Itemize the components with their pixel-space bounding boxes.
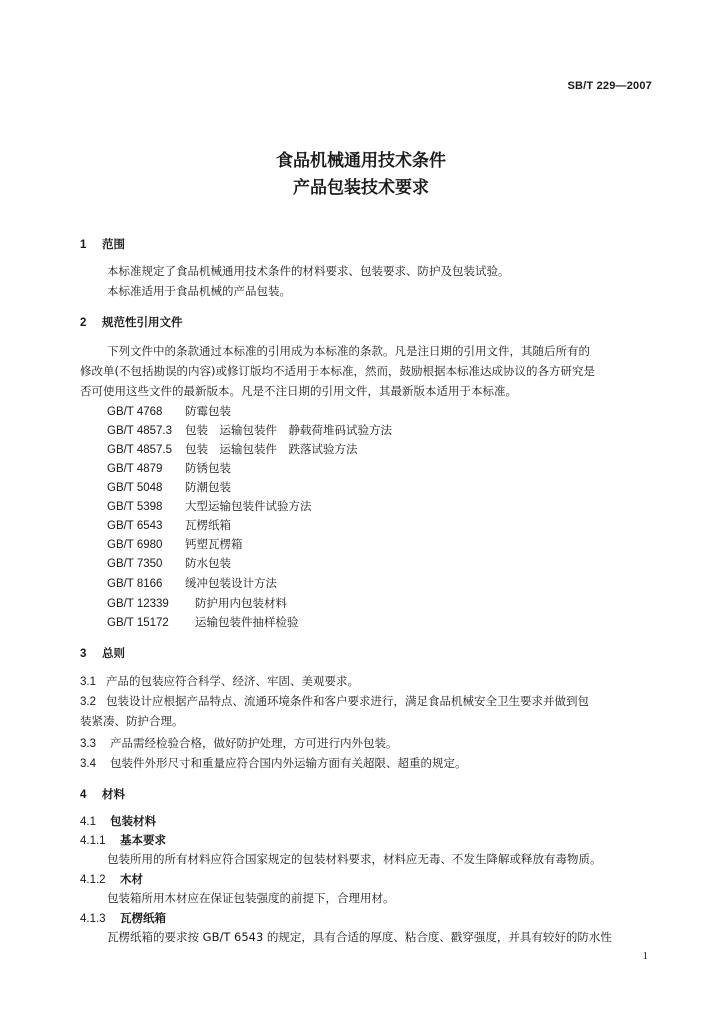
section-number: 4 (80, 789, 87, 801)
reference-item (107, 555, 231, 572)
reference-item (107, 517, 231, 534)
subsection-heading (80, 832, 166, 848)
clause-text: 包装设计应根据产品特点、流通环境条件和客户要求进行，满足食品机械安全卫生要求并做到包 (106, 694, 589, 708)
paragraph: 否可使用这些文件的最新版本。凡是不注日期的引用文件，其最新版本适用于本标准。 (80, 384, 517, 398)
reference-title: 缓冲包装设计方法 (185, 576, 277, 590)
section-title: 材料 (102, 787, 125, 801)
document-title-line1: 食品机械通用技术条件 (276, 151, 446, 171)
reference-code: GB/T 5398 (107, 501, 163, 513)
reference-code: GB/T 4857.5 (107, 444, 172, 456)
reference-item (107, 441, 358, 458)
paragraph: 瓦楞纸箱的要求按 GB/T 6543 的规定，具有合适的厚度、粘合度、戳穿强度，并具有较好的防水性 (107, 930, 612, 944)
reference-item (107, 422, 392, 439)
reference-title: 钙塑瓦楞箱 (185, 537, 243, 551)
section-4-heading (80, 786, 125, 802)
paragraph: 包装所用的所有材料应符合国家规定的包装材料要求，材料应无毒、不发生降解或释放有毒物质。 (107, 852, 602, 866)
section-title: 规范性引用文件 (102, 315, 183, 329)
section-number: 2 (80, 317, 87, 329)
page-number: 1 (642, 950, 648, 962)
subsection-number: 4.1.3 (80, 913, 106, 925)
paragraph: 本标准适用于食品机械的产品包装。 (107, 284, 291, 298)
reference-item (107, 460, 231, 477)
reference-title: 防水包装 (185, 556, 231, 570)
reference-code: GB/T 4879 (107, 463, 163, 475)
reference-item (107, 479, 231, 496)
section-number: 3 (80, 648, 87, 660)
reference-item (107, 595, 287, 612)
reference-code: GB/T 7350 (107, 558, 163, 570)
subsection-number: 4.1.1 (80, 835, 106, 847)
reference-title: 瓦楞纸箱 (185, 518, 231, 532)
section-2-heading (80, 314, 183, 330)
clause-continuation: 装紧凑、防护合理。 (80, 714, 184, 728)
section-title: 范围 (102, 237, 125, 251)
reference-code: GB/T 4857.3 (107, 425, 172, 437)
reference-title: 防护用内包装材料 (195, 596, 287, 610)
reference-item (107, 614, 299, 631)
reference-title: 包装 运输包装件 跌落试验方法 (185, 442, 358, 456)
clause-number: 3.1 (80, 676, 96, 688)
reference-title: 大型运输包装件试验方法 (185, 499, 312, 513)
clause-number: 3.2 (80, 696, 96, 708)
document-title-line2: 产品包装技术要求 (293, 178, 429, 198)
reference-code: GB/T 6543 (107, 520, 163, 532)
section-number: 1 (80, 239, 87, 251)
subsection-number: 4.1.2 (80, 874, 106, 886)
subsection-heading (80, 813, 156, 829)
reference-title: 防锈包装 (185, 461, 231, 475)
reference-item (107, 498, 312, 515)
subsection-heading (80, 910, 166, 926)
reference-code: GB/T 5048 (107, 482, 163, 494)
reference-code: GB/T 4768 (107, 406, 163, 418)
section-title: 总则 (102, 646, 125, 660)
paragraph: 修改单(不包括勘误的内容)或修订版均不适用于本标准，然而，鼓励根据本标准达成协议的各方研究是 (80, 364, 595, 378)
paragraph: 包装箱所用木材应在保证包装强度的前提下，合理用材。 (107, 891, 395, 905)
clause-number: 3.4 (80, 758, 96, 770)
reference-title: 包装 运输包装件 静载荷堆码试验方法 (185, 423, 392, 437)
section-1-heading (80, 236, 125, 252)
reference-item (107, 536, 243, 553)
standard-code: SB/T 229—2007 (567, 80, 652, 92)
clause-text: 产品的包装应符合科学、经济、牢固、美观要求。 (106, 674, 359, 688)
clause (80, 735, 398, 752)
subsection-title: 瓦楞纸箱 (120, 911, 166, 925)
reference-code: GB/T 8166 (107, 578, 163, 590)
reference-code: GB/T 12339 (107, 598, 169, 610)
clause-text: 产品需经检验合格，做好防护处理，方可进行内外包装。 (110, 736, 398, 750)
subsection-heading (80, 871, 143, 887)
clause-text: 包装件外形尺寸和重量应符合国内外运输方面有关超限、超重的规定。 (110, 756, 467, 770)
subsection-title: 基本要求 (120, 833, 166, 847)
reference-code: GB/T 15172 (107, 617, 169, 629)
paragraph: 下列文件中的条款通过本标准的引用成为本标准的条款。凡是注日期的引用文件，其随后所有的 (107, 344, 590, 358)
subsection-title: 包装材料 (110, 814, 156, 828)
reference-title: 防潮包装 (185, 480, 231, 494)
reference-title: 运输包装件抽样检验 (195, 615, 299, 629)
subsection-title: 木材 (120, 872, 143, 886)
clause (80, 673, 359, 690)
reference-item (107, 403, 231, 420)
paragraph: 本标准规定了食品机械通用技术条件的材料要求、包装要求、防护及包装试验。 (107, 264, 510, 278)
clause-number: 3.3 (80, 738, 96, 750)
subsection-number: 4.1 (80, 816, 96, 828)
section-3-heading (80, 645, 125, 661)
reference-title: 防霉包装 (185, 404, 231, 418)
reference-item (107, 575, 277, 592)
clause (80, 755, 467, 772)
clause (80, 693, 589, 710)
reference-code: GB/T 6980 (107, 539, 163, 551)
